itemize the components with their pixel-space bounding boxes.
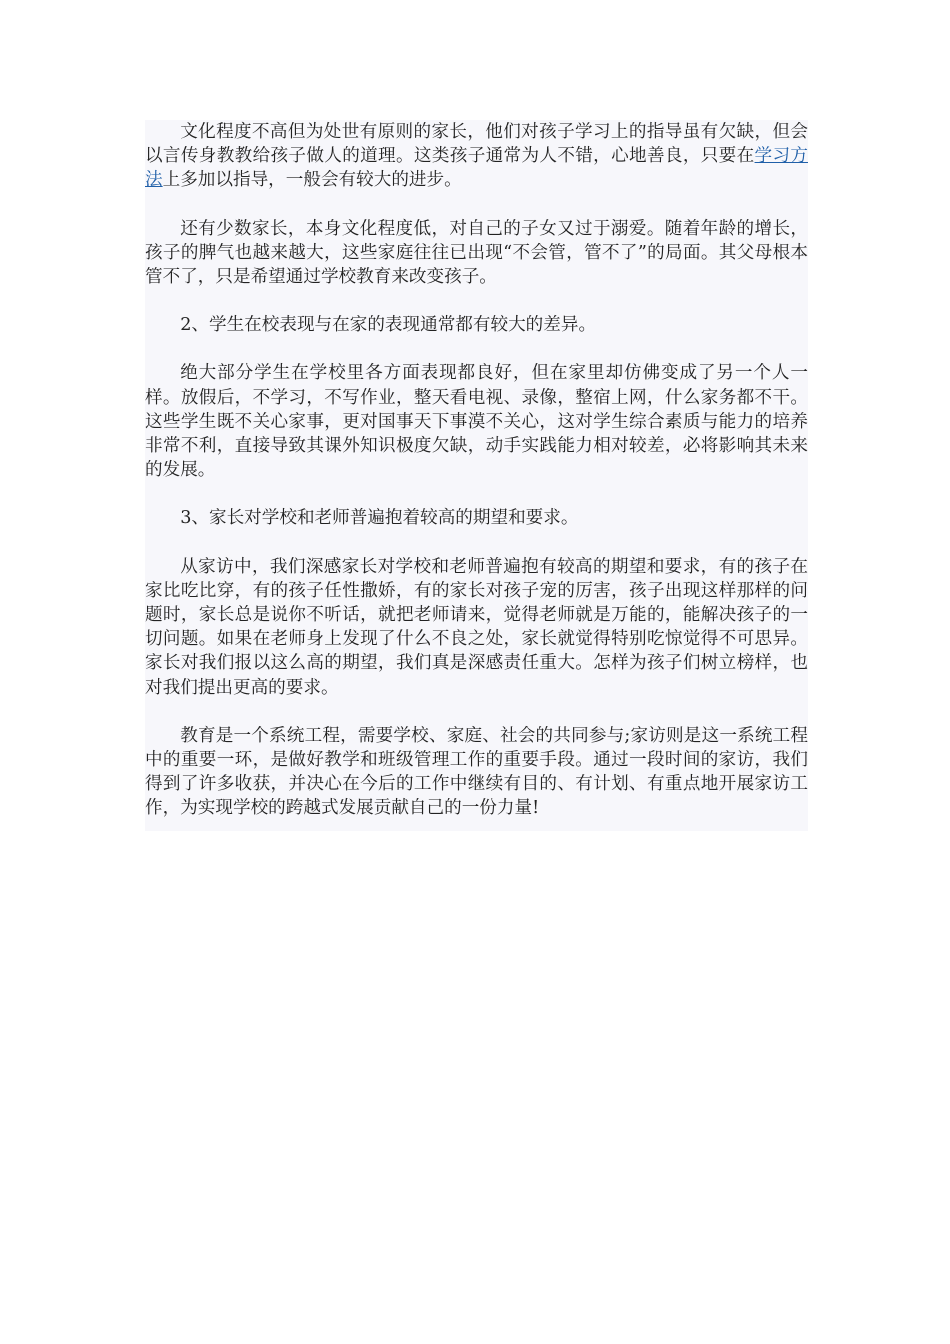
study-method-link[interactable]: 学习方法 [145,146,808,191]
paragraph-5: 教育是一个系统工程，需要学校、家庭、社会的共同参与;家访则是这一系统工程中的重要一环，是做好教学和班级管理工作的重要手段。通过一段时间的家访，我们得到了许多收获，并决心在今后的工作中继续有目的、有计划、有重点地开展家访工作，为实现学校的跨越式发展贡献自己的一份力量! [145,725,808,819]
paragraph-3: 绝大部分学生在学校里各方面表现都良好，但在家里却仿佛变成了另一个人一样。放假后，不学习，不写作业，整天看电视、录像，整宿上网，什么家务都不干。这些学生既不关心家事，更对国事天下事漠不关心，这对学生综合素质与能力的培养非常不利，直接导致其课外知识极度欠缺，动手实践能力相对较差，必将影响其未来的发展。 [145,363,808,481]
section-heading-3: 3、家长对学校和老师普遍抱着较高的期望和要求。 [180,508,579,529]
paragraph-4: 从家访中，我们深感家长对学校和老师普遍抱有较高的期望和要求，有的孩子在家比吃比穿，有的孩子任性撒娇，有的家长对孩子宠的厉害，孩子出现这样那样的问题时，家长总是说你不听话，就把老师请来，觉得老师就是万能的，能解决孩子的一切问题。如果在老师身上发现了什么不良之处，家长就觉得特别吃惊觉得不可思异。家长对我们报以这么高的期望，我们真是深感责任重大。怎样为孩子们树立榜样，也对我们提出更高的要求。 [145,556,808,698]
article-body [145,120,808,831]
paragraph-1-text-end: 上多加以指导，一般会有较大的进步。 [162,170,462,191]
paragraph-1 [145,120,808,193]
paragraph-1-text-start: 文化程度不高但为处世有原则的家长，他们对孩子学习上的指导虽有欠缺，但会以言传身教教给孩子做人的道理。这类孩子通常为人不错，心地善良，只要在 [145,122,808,167]
paragraph-2: 还有少数家长，本身文化程度低，对自己的子女又过于溺爱。随着年龄的增长，孩子的脾气也越来越大，这些家庭往往已出现“不会管，管不了”的局面。其父母根本管不了，只是希望通过学校教育来改变孩子。 [145,218,808,288]
section-heading-2: 2、学生在校表现与在家的表现通常都有较大的差异。 [180,315,597,336]
